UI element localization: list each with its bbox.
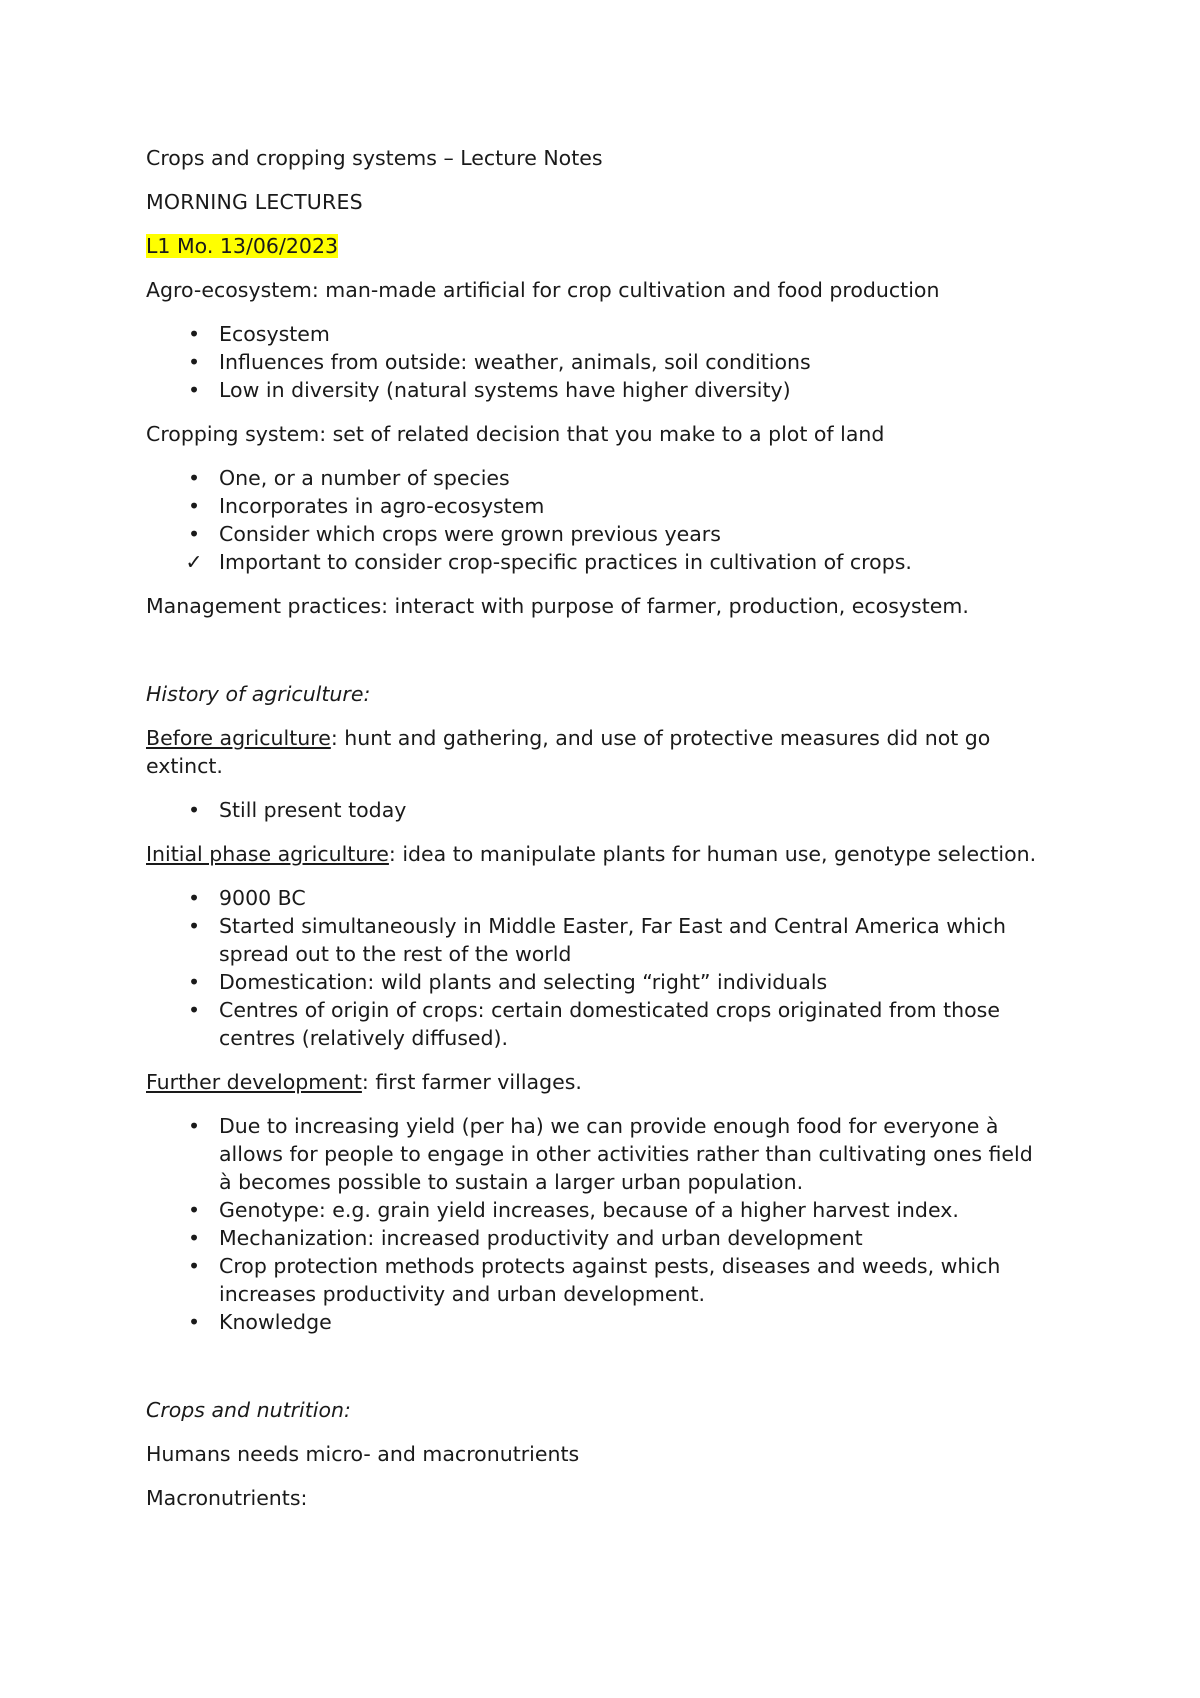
list-item: • Domestication: wild plants and selecting “right” individuals xyxy=(146,968,1050,996)
list-item: • Ecosystem xyxy=(146,320,1050,348)
bullet-icon: • xyxy=(187,494,201,518)
bullet-icon: • xyxy=(187,970,201,994)
spacer xyxy=(146,1352,1050,1396)
cropping-system-list xyxy=(146,464,1050,576)
nutrition-heading: Crops and nutrition: xyxy=(146,1398,351,1422)
list-item: • Started simultaneously in Middle Easter, Far East and Central America which spread out to the rest of the world xyxy=(146,912,1050,968)
bullet-icon: • xyxy=(187,1254,201,1278)
bullet-icon: • xyxy=(187,798,201,822)
list-item: • Genotype: e.g. grain yield increases, because of a higher harvest index. xyxy=(146,1196,1050,1224)
bullet-icon: • xyxy=(187,998,201,1022)
list-item: • Still present today xyxy=(146,796,1050,824)
list-item: • Knowledge xyxy=(146,1308,1050,1336)
list-item: • Crop protection methods protects against pests, diseases and weeds, which increases productivity and urban development. xyxy=(146,1252,1050,1308)
nutrition-line: Humans needs micro- and macronutrients xyxy=(146,1442,580,1466)
list-item: • Mechanization: increased productivity and urban development xyxy=(146,1224,1050,1252)
bullet-icon: • xyxy=(187,914,201,938)
agro-ecosystem-list xyxy=(146,320,1050,404)
bullet-icon: • xyxy=(187,1310,201,1334)
agro-ecosystem-definition: Agro-ecosystem: man-made artificial for crop cultivation and food production xyxy=(146,278,940,302)
list-item: • Centres of origin of crops: certain domesticated crops originated from those centres (relatively diffused). xyxy=(146,996,1050,1052)
section-heading: MORNING LECTURES xyxy=(146,190,363,214)
list-item: • Consider which crops were grown previous years xyxy=(146,520,1050,548)
management-practices: Management practices: interact with purpose of farmer, production, ecosystem. xyxy=(146,594,969,618)
list-item: • Low in diversity (natural systems have higher diversity) xyxy=(146,376,1050,404)
list-item-checked: ✓ Important to consider crop-specific practices in cultivation of crops. xyxy=(185,550,912,574)
bullet-icon: • xyxy=(187,350,201,374)
document-title: Crops and cropping systems – Lecture Notes xyxy=(146,146,603,170)
checkmark-icon: ✓ xyxy=(185,550,203,574)
bullet-icon: • xyxy=(187,466,201,490)
initial-phase: Initial phase agriculture: idea to manipulate plants for human use, genotype selection. xyxy=(146,842,1037,866)
before-agriculture-list xyxy=(146,796,1050,824)
history-heading: History of agriculture: xyxy=(146,682,371,706)
initial-phase-list xyxy=(146,884,1050,1052)
bullet-icon: • xyxy=(187,378,201,402)
bullet-icon: • xyxy=(187,1226,201,1250)
lecture-date-line xyxy=(146,232,1050,260)
bullet-icon: • xyxy=(187,886,201,910)
bullet-icon: • xyxy=(187,322,201,346)
further-development-list xyxy=(146,1112,1050,1336)
list-item: • Incorporates in agro-ecosystem xyxy=(146,492,1050,520)
spacer xyxy=(146,636,1050,680)
list-item: • 9000 BC xyxy=(146,884,1050,912)
macronutrients-label: Macronutrients: xyxy=(146,1486,308,1510)
lecture-date: L1 Mo. 13/06/2023 xyxy=(146,234,339,258)
before-agriculture-term: Before agriculture xyxy=(146,726,331,750)
bullet-icon: • xyxy=(187,1114,201,1138)
list-item: • Due to increasing yield (per ha) we can provide enough food for everyone à allows for people to engage in other activities rather than cultivating ones field à becomes possible to sustain a larger urban population. xyxy=(146,1112,1050,1196)
before-agriculture: Before agriculture: hunt and gathering, and use of protective measures did not go extinct. xyxy=(146,726,991,778)
bullet-icon: • xyxy=(187,522,201,546)
cropping-system-definition: Cropping system: set of related decision that you make to a plot of land xyxy=(146,422,885,446)
list-item: • One, or a number of species xyxy=(146,464,1050,492)
list-item: • Influences from outside: weather, animals, soil conditions xyxy=(146,348,1050,376)
further-development: Further development: first farmer villages. xyxy=(146,1070,582,1094)
initial-phase-term: Initial phase agriculture xyxy=(146,842,389,866)
bullet-icon: • xyxy=(187,1198,201,1222)
further-development-term: Further development xyxy=(146,1070,362,1094)
